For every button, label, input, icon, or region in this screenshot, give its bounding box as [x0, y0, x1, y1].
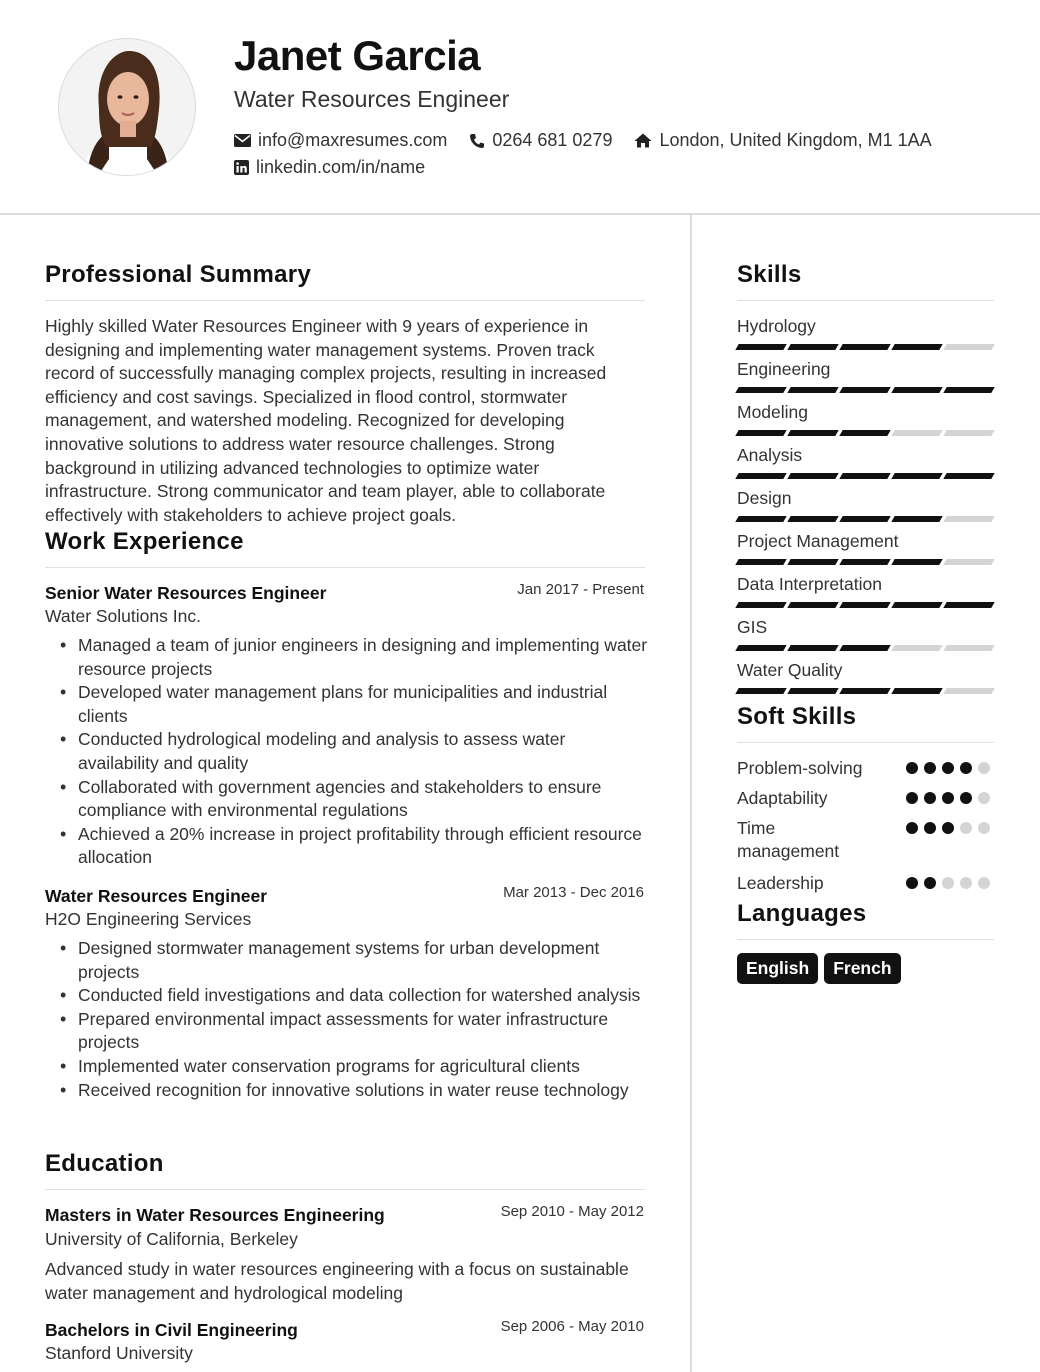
- skill-level-segment: [891, 387, 942, 393]
- skill-level-segment: [943, 645, 994, 651]
- skill-level-segment: [735, 430, 786, 436]
- rating-dot: [924, 762, 936, 774]
- skill-level-segment: [943, 688, 994, 694]
- skill-level-segment: [735, 688, 786, 694]
- list-item: • Achieved a 20% increase in project profitability through efficient resource allocation: [58, 823, 648, 870]
- skill-level-segment: [787, 516, 838, 522]
- skill-level-segment: [787, 688, 838, 694]
- rating-dot: [978, 822, 990, 834]
- skill-level-segment: [735, 559, 786, 565]
- school-name: Stanford University: [45, 1343, 193, 1363]
- skill-level-segment: [735, 516, 786, 522]
- language-badge: French: [824, 953, 900, 984]
- skills-heading: Skills: [737, 261, 802, 288]
- job-title: Senior Water Resources Engineer: [45, 583, 327, 603]
- degree-title: Masters in Water Resources Engineering: [45, 1205, 385, 1225]
- list-item: • Collaborated with government agencies and stakeholders to ensure compliance with environmental regulations: [58, 776, 648, 823]
- languages-list: [737, 953, 907, 984]
- skill-name: Hydrology: [737, 316, 816, 336]
- list-item: • Received recognition for innovative solutions in water reuse technology: [58, 1079, 648, 1103]
- skill-level-segment: [839, 516, 890, 522]
- degree-title: Bachelors in Civil Engineering: [45, 1320, 298, 1340]
- skills-rule: [737, 300, 994, 301]
- location-text: London, United Kingdom, M1 1AA: [659, 130, 932, 150]
- summary-heading: Professional Summary: [45, 261, 312, 288]
- skill-level-segment: [787, 473, 838, 479]
- skill-level-segment: [735, 387, 786, 393]
- job-company: H2O Engineering Services: [45, 909, 252, 929]
- rating-dot: [924, 877, 936, 889]
- profile-photo: [58, 38, 196, 176]
- skill-level-segment: [735, 344, 786, 350]
- school-name: University of California, Berkeley: [45, 1229, 298, 1249]
- job-title: Water Resources Engineer: [45, 886, 268, 906]
- skill-name: Data Interpretation: [737, 574, 882, 594]
- soft-skill-rating: [906, 762, 996, 774]
- rating-dot: [924, 822, 936, 834]
- list-item: • Implemented water conservation programs for agricultural clients: [58, 1055, 648, 1079]
- job-date: Jan 2017 - Present: [517, 581, 644, 598]
- job-bullets: [58, 937, 648, 1102]
- rating-dot: [978, 762, 990, 774]
- soft-skill-name: Time management: [737, 818, 840, 861]
- column-divider: [690, 215, 692, 1372]
- phone-icon: [469, 133, 485, 149]
- skill-level-bar: [737, 516, 997, 522]
- skill-name: Project Management: [737, 531, 899, 551]
- skill-level-segment: [839, 559, 890, 565]
- profile-photo-illustration: [59, 39, 196, 176]
- skill-level-segment: [943, 516, 994, 522]
- skill-level-segment: [891, 473, 942, 479]
- job-bullets: [58, 634, 648, 870]
- list-item: • Developed water management plans for municipalities and industrial clients: [58, 681, 648, 728]
- skill-level-segment: [735, 645, 786, 651]
- skill-level-segment: [943, 387, 994, 393]
- list-item: • Conducted field investigations and data collection for watershed analysis: [58, 984, 648, 1008]
- linkedin-icon: [234, 160, 249, 175]
- skill-level-bar: [737, 559, 997, 565]
- contact-linkedin[interactable]: [234, 157, 425, 178]
- experience-heading: Work Experience: [45, 528, 244, 555]
- rating-dot: [978, 877, 990, 889]
- skill-level-segment: [839, 344, 890, 350]
- resume-header: [0, 0, 1040, 215]
- skill-name: Modeling: [737, 402, 809, 422]
- list-item: • Designed stormwater management systems for urban development projects: [58, 937, 648, 984]
- list-item: • Managed a team of junior engineers in designing and implementing water resource projects: [58, 634, 648, 681]
- rating-dot: [906, 792, 918, 804]
- linkedin-text: linkedin.com/in/name: [256, 157, 426, 177]
- skill-level-bar: [737, 645, 997, 651]
- skill-level-segment: [891, 559, 942, 565]
- candidate-title: Water Resources Engineer: [234, 86, 510, 112]
- summary-rule: [45, 300, 645, 301]
- education-rule: [45, 1189, 645, 1190]
- skill-level-segment: [787, 344, 838, 350]
- skill-level-segment: [839, 602, 890, 608]
- skill-level-segment: [735, 602, 786, 608]
- skill-level-segment: [943, 559, 994, 565]
- skill-level-segment: [787, 602, 838, 608]
- rating-dot: [942, 762, 954, 774]
- skill-name: Analysis: [737, 445, 803, 465]
- degree-date: Sep 2006 - May 2010: [500, 1318, 644, 1335]
- contact-phone[interactable]: [469, 130, 612, 151]
- skill-level-segment: [787, 430, 838, 436]
- rating-dot: [960, 822, 972, 834]
- skill-name: GIS: [737, 617, 768, 637]
- skill-level-segment: [839, 387, 890, 393]
- rating-dot: [942, 822, 954, 834]
- skill-level-segment: [891, 645, 942, 651]
- soft-skill-name: Leadership: [737, 873, 824, 893]
- rating-dot: [942, 877, 954, 889]
- skill-level-segment: [839, 688, 890, 694]
- skill-level-bar: [737, 387, 997, 393]
- rating-dot: [960, 792, 972, 804]
- skill-level-bar: [737, 602, 997, 608]
- rating-dot: [942, 792, 954, 804]
- home-icon: [634, 133, 652, 148]
- skill-level-segment: [891, 516, 942, 522]
- envelope-icon: [234, 134, 251, 147]
- skill-level-segment: [943, 344, 994, 350]
- soft-skills-heading: Soft Skills: [737, 703, 857, 730]
- contact-email[interactable]: [234, 130, 447, 151]
- soft-skill-rating: [906, 792, 996, 804]
- rating-dot: [978, 792, 990, 804]
- rating-dot: [906, 877, 918, 889]
- soft-skill-rating: [906, 877, 996, 889]
- skill-name: Water Quality: [737, 660, 843, 680]
- skill-name: Design: [737, 488, 792, 508]
- job-company: Water Solutions Inc.: [45, 606, 201, 626]
- rating-dot: [960, 762, 972, 774]
- rating-dot: [960, 877, 972, 889]
- skill-level-segment: [787, 559, 838, 565]
- contact-row: [234, 130, 954, 151]
- skill-level-bar: [737, 344, 997, 350]
- soft-skill-name: Problem-solving: [737, 758, 863, 778]
- soft-skill-name: Adaptability: [737, 788, 828, 808]
- experience-rule: [45, 567, 645, 568]
- contact-location: [634, 130, 931, 151]
- skill-level-segment: [891, 344, 942, 350]
- education-heading: Education: [45, 1150, 164, 1177]
- skill-level-segment: [839, 430, 890, 436]
- skill-level-segment: [787, 387, 838, 393]
- job-date: Mar 2013 - Dec 2016: [503, 884, 644, 901]
- candidate-name: Janet Garcia: [234, 32, 481, 79]
- phone-text: 0264 681 0279: [492, 130, 613, 150]
- skill-level-segment: [839, 473, 890, 479]
- soft-skills-rule: [737, 742, 994, 743]
- skill-level-segment: [891, 430, 942, 436]
- languages-heading: Languages: [737, 900, 867, 927]
- skill-level-segment: [891, 602, 942, 608]
- rating-dot: [906, 822, 918, 834]
- skill-level-bar: [737, 473, 997, 479]
- language-badge: English: [737, 953, 818, 984]
- email-text: info@maxresumes.com: [258, 130, 448, 150]
- soft-skill-rating: [906, 822, 996, 834]
- skill-level-segment: [891, 688, 942, 694]
- degree-date: Sep 2010 - May 2012: [500, 1203, 644, 1220]
- rating-dot: [924, 792, 936, 804]
- skill-level-segment: [943, 473, 994, 479]
- summary-text: Highly skilled Water Resources Engineer with 9 years of experience in designing and implementing water management systems. Proven track record of successfully managing complex projects, resulting in increased efficiency and cost savings. Specialized in flood control, stormwater management, and watershed modeling. Recognized for developing innovative solutions to address water resource challenges. Strong background in utilizing advanced technologies to optimize water infrastructure. Strong communicator and team player, able to collaborate effectively with stakeholders to achieve project goals.: [45, 316, 607, 525]
- skill-level-segment: [943, 430, 994, 436]
- skill-level-segment: [839, 645, 890, 651]
- contact-row-2: [234, 157, 447, 178]
- list-item: • Conducted hydrological modeling and analysis to assess water availability and quality: [58, 728, 648, 775]
- skill-level-segment: [787, 645, 838, 651]
- skill-level-bar: [737, 430, 997, 436]
- degree-description: Advanced study in water resources engineering with a focus on sustainable water management and hydrological modeling: [45, 1259, 629, 1303]
- skill-level-segment: [943, 602, 994, 608]
- skill-name: Engineering: [737, 359, 831, 379]
- skill-level-segment: [735, 473, 786, 479]
- skill-level-bar: [737, 688, 997, 694]
- languages-rule: [737, 939, 994, 940]
- list-item: • Prepared environmental impact assessments for water infrastructure projects: [58, 1008, 648, 1055]
- rating-dot: [906, 762, 918, 774]
